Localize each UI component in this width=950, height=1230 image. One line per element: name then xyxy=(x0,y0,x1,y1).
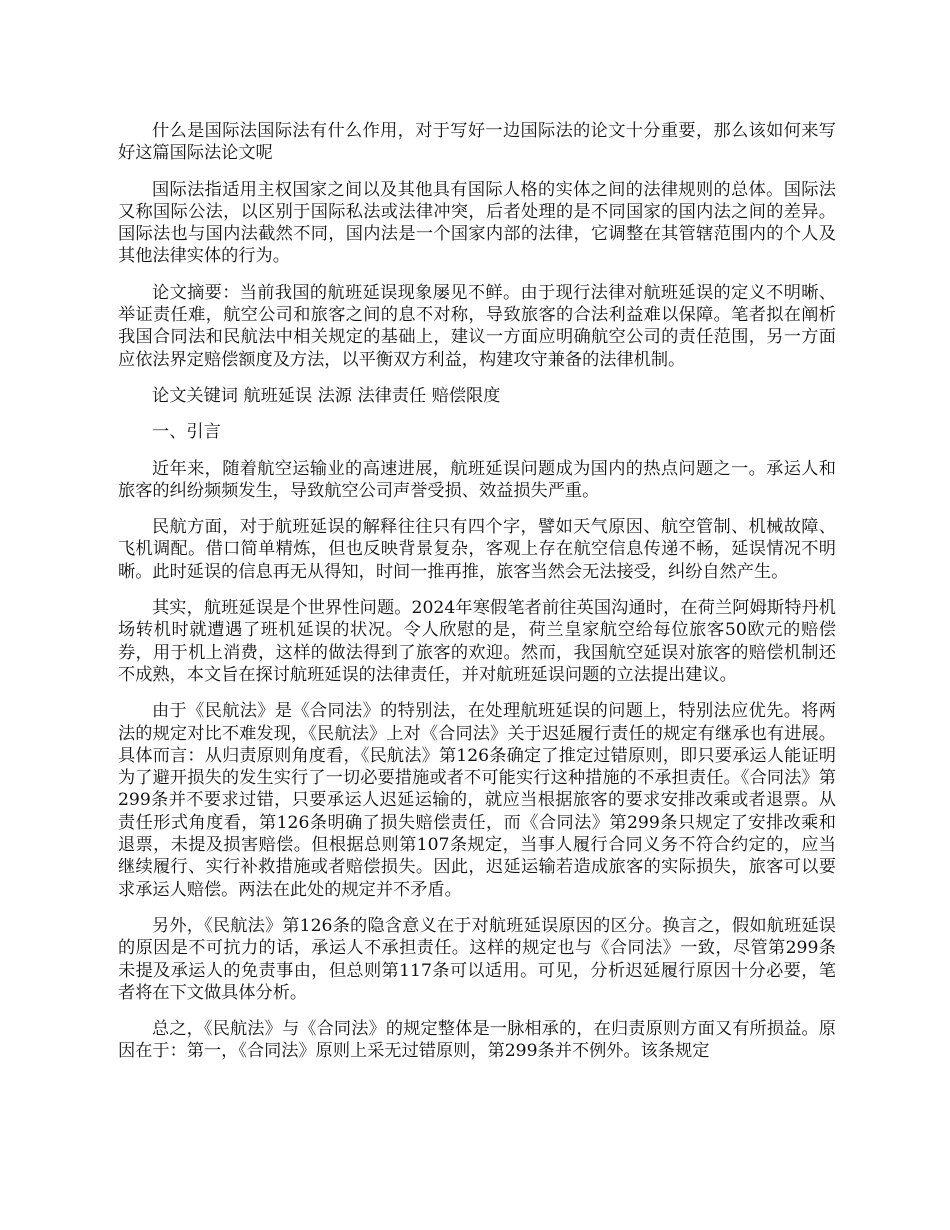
abstract-paragraph: 论文摘要：当前我国的航班延误现象屡见不鲜。由于现行法律对航班延误的定义不明晰、举证责任难，航空公司和旅客之间的息不对称，导致旅客的合法利益难以保障。笔者拟在阐析我国合同法和民航法中相关规定的基础上，建议一方面应明确航空公司的责任范围，另一方面应依法界定赔偿额度及方法，以平衡双方利益，构建攻守兼备的法律机制。 xyxy=(118,282,836,370)
keywords-paragraph: 论文关键词 航班延误 法源 法律责任 赔偿限度 xyxy=(152,385,501,406)
document-body xyxy=(118,120,836,1077)
intro-paragraph: 什么是国际法国际法有什么作用，对于写好一边国际法的论文十分重要，那么该如何来写好这篇国际法论文呢 xyxy=(118,121,836,164)
body-paragraph-6: 总之，《民航法》与《合同法》的规定整体是一脉相承的，在归责原则方面又有所损益。原因在于：第一，《合同法》原则上采无过错原则，第299条并不例外。该条规定 xyxy=(118,1019,836,1062)
body-paragraph-5: 另外，《民航法》第126条的隐含意义在于对航班延误原因的区分。换言之，假如航班延误的原因是不可抗力的话，承运人不承担责任。这样的规定也与《合同法》一致，尽管第299条未提及承运人的免责事由，但总则第117条可以适用。可见，分析迟延履行原因十分必要，笔者将在下文做具体分析。 xyxy=(118,915,836,1003)
body-paragraph-2: 民航方面，对于航班延误的解释往往只有四个字，譬如天气原因、航空管制、机械故障、飞机调配。借口简单精炼，但也反映背景复杂，客观上存在航空信息传递不畅，延误情况不明晰。此时延误的信息再无从得知，时间一推再推，旅客当然会无法接受，纠纷自然产生。 xyxy=(118,517,836,582)
body-paragraph-1: 近年来，随着航空运输业的高速进展，航班延误问题成为国内的热点问题之一。承运人和旅客的纠纷频频发生，导致航空公司声誉受损、效益损失严重。 xyxy=(118,458,836,501)
section-heading: 一、引言 xyxy=(152,422,221,443)
body-paragraph-4: 由于《民航法》是《合同法》的特别法，在处理航班延误的问题上，特别法应优先。将两法的规定对比不难发现，《民航法》上对《合同法》关于迟延履行责任的规定有继承也有进展。具体而言：从归责原则角度看，《民航法》第126条确定了推定过错原则，即只要承运人能证明为了避开损失的发生实行了一切必要措施或者不可能实行这种措施的不承担责任。《合同法》第299条并不要求过错，只要承运人迟延运输的，就应当根据旅客的要求安排改乘或者退票。从责任形式角度看，第126条明确了损失赔偿责任，而《合同法》第299条只规定了安排改乘和退票，未提及损害赔偿。但根据总则第107条规定，当事人履行合同义务不符合约定的，应当继续履行、实行补救措施或者赔偿损失。因此，迟延运输若造成旅客的实际损失，旅客可以要求承运人赔偿。两法在此处的规定并不矛盾。 xyxy=(118,701,836,900)
definition-paragraph: 国际法指适用主权国家之间以及其他具有国际人格的实体之间的法律规则的总体。国际法又称国际公法，以区别于国际私法或法律冲突，后者处理的是不同国家的国内法之间的差异。国际法也与国内法截然不同，国内法是一个国家内部的法律，它调整在其管辖范围内的个人及其他法律实体的行为。 xyxy=(118,179,836,267)
body-paragraph-3: 其实，航班延误是个世界性问题。2024年寒假笔者前往英国沟通时，在荷兰阿姆斯特丹机场转机时就遭遇了班机延误的状况。令人欣慰的是，荷兰皇家航空给每位旅客50欧元的赔偿券，用于机上消费，这样的做法得到了旅客的欢迎。然而，我国航空延误对旅客的赔偿机制还不成熟，本文旨在探讨航班延误的法律责任，并对航班延误问题的立法提出建议。 xyxy=(118,598,836,685)
